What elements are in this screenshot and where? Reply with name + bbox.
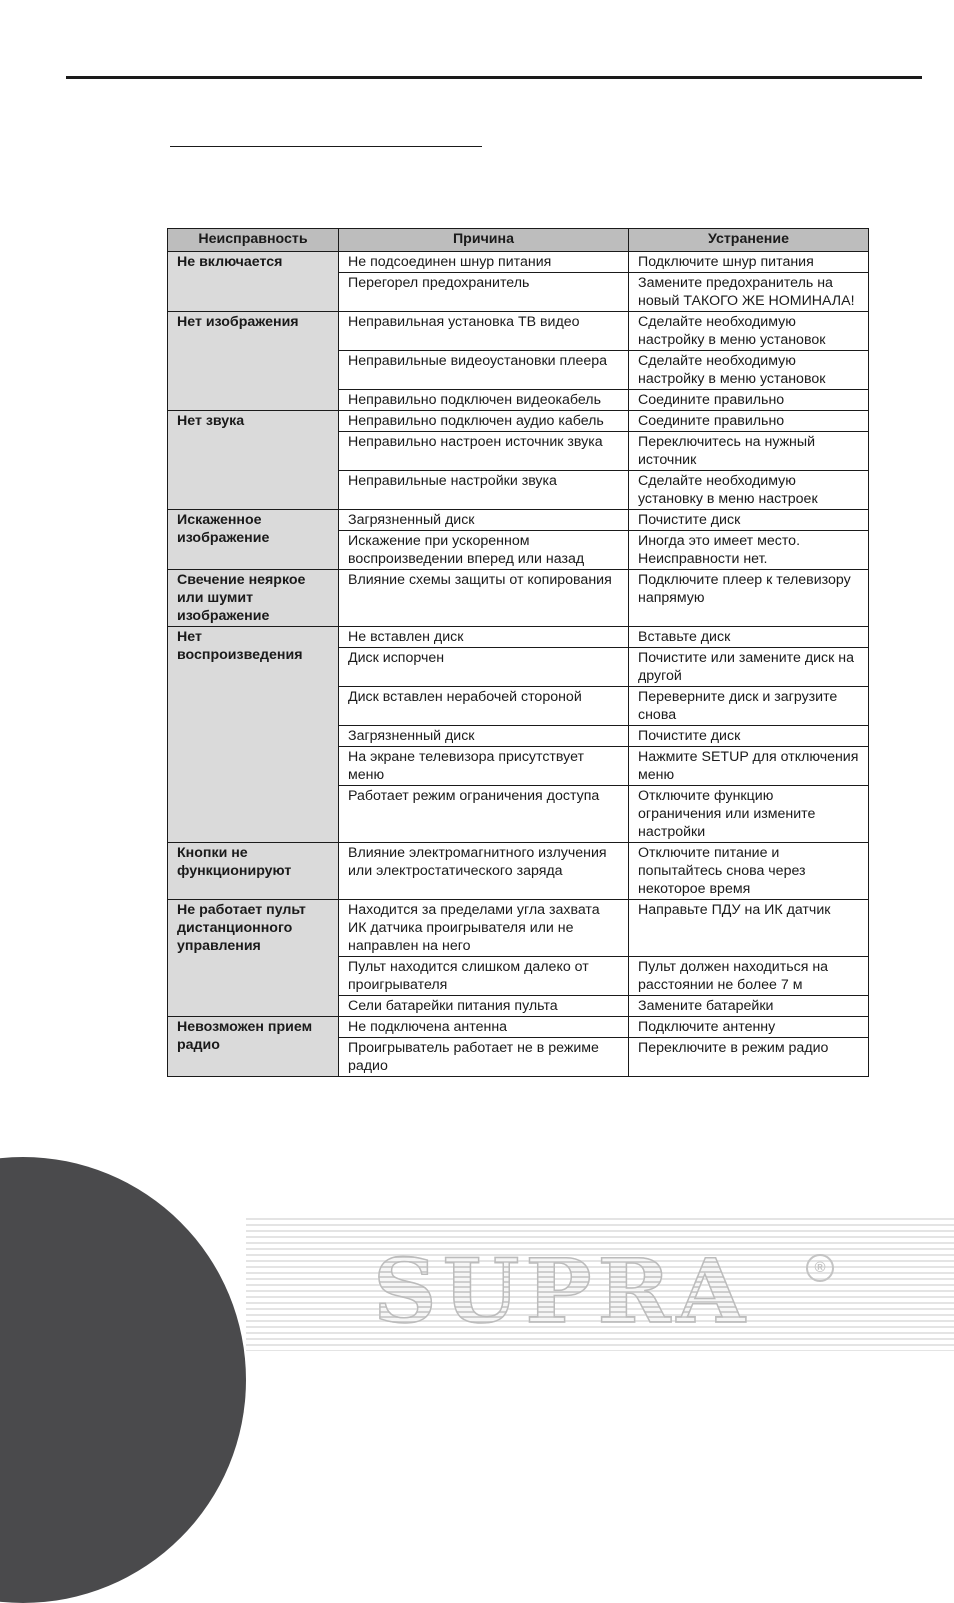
cause-cell: Не подключена антенна [339,1017,629,1038]
cause-cell: Неправильно настроен источник звука [339,432,629,471]
cause-cell: Работает режим ограничения доступа [339,786,629,843]
fault-cell: Нет изображения [168,312,339,411]
fault-cell: Не включается [168,252,339,312]
fix-cell: Подключите плеер к телевизору напрямую [629,570,869,627]
fault-cell: Невозможен прием радио [168,1017,339,1077]
fix-cell: Почистите диск [629,510,869,531]
brand-logo: SUPRA [302,1246,822,1336]
fix-cell: Отключите функцию ограничения или измените настройки [629,786,869,843]
fix-cell: Почистите диск [629,726,869,747]
cause-cell: Диск вставлен нерабочей стороной [339,687,629,726]
table-header-row [168,229,869,252]
fix-cell: Иногда это имеет место. Неисправности нет. [629,531,869,570]
fault-cell: Кнопки не функционируют [168,843,339,900]
fix-cell: Пульт должен находиться на расстоянии не более 7 м [629,957,869,996]
fix-cell: Переверните диск и загрузите снова [629,687,869,726]
fix-cell: Отключите питание и попытайтесь снова через некоторое время [629,843,869,900]
fix-cell: Переключитесь на нужный источник [629,432,869,471]
cause-cell: Проигрыватель работает не в режиме радио [339,1038,629,1077]
table-row [168,312,869,351]
table-row [168,252,869,273]
fix-cell: Соедините правильно [629,411,869,432]
cause-cell: Неправильно подключен аудио кабель [339,411,629,432]
fix-cell: Подключите шнур питания [629,252,869,273]
corner-decoration [0,1157,246,1603]
top-rule-accent [66,77,282,78]
header-cause: Причина [339,229,629,252]
cause-cell: Не подсоединен шнур питания [339,252,629,273]
table-row [168,570,869,627]
table-row [168,900,869,957]
fix-cell: Соедините правильно [629,390,869,411]
cause-cell: Не вставлен диск [339,627,629,648]
cause-cell: Загрязненный диск [339,510,629,531]
fault-cell: Не работает пульт дистанционного управления [168,900,339,1017]
cause-cell: Неправильная установка ТВ видео [339,312,629,351]
fix-cell: Сделайте необходимую установку в меню настроек [629,471,869,510]
cause-cell: Влияние схемы защиты от копирования [339,570,629,627]
fix-cell: Переключите в режим радио [629,1038,869,1077]
table-row [168,843,869,900]
table-row [168,627,869,648]
cause-cell: Находится за пределами угла захвата ИК датчика проигрывателя или не направлен на него [339,900,629,957]
cause-cell: Пульт находится слишком далеко от проигрывателя [339,957,629,996]
fix-cell: Нажмите SETUP для отключения меню [629,747,869,786]
troubleshooting-table [167,228,869,1077]
table-row [168,1017,869,1038]
fix-cell: Сделайте необходимую настройку в меню установок [629,312,869,351]
cause-cell: На экране телевизора присутствует меню [339,747,629,786]
fix-cell: Сделайте необходимую настройку в меню установок [629,351,869,390]
cause-cell: Сели батарейки питания пульта [339,996,629,1017]
cause-cell: Загрязненный диск [339,726,629,747]
table-row [168,411,869,432]
fault-cell: Нет звука [168,411,339,510]
fault-cell: Искаженное изображение [168,510,339,570]
fault-cell: Нет воспроизведения [168,627,339,843]
fix-cell: Подключите антенну [629,1017,869,1038]
cause-cell: Неправильные настройки звука [339,471,629,510]
header-fault: Неисправность [168,229,339,252]
fix-cell: Направьте ПДУ на ИК датчик [629,900,869,957]
registered-mark-icon: ® [806,1254,834,1282]
table-row [168,510,869,531]
fault-cell: Свечение неяркое или шумит изображение [168,570,339,627]
fix-cell: Замените батарейки [629,996,869,1017]
section-title-underline [170,146,482,147]
cause-cell: Неправильные видеоустановки плеера [339,351,629,390]
cause-cell: Влияние электромагнитного излучения или электростатического заряда [339,843,629,900]
cause-cell: Искажение при ускоренном воспроизведении вперед или назад [339,531,629,570]
fix-cell: Почистите или замените диск на другой [629,648,869,687]
fix-cell: Вставьте диск [629,627,869,648]
cause-cell: Перегорел предохранитель [339,273,629,312]
header-fix: Устранение [629,229,869,252]
cause-cell: Диск испорчен [339,648,629,687]
cause-cell: Неправильно подключен видеокабель [339,390,629,411]
fix-cell: Замените предохранитель на новый ТАКОГО ЖЕ НОМИНАЛА! [629,273,869,312]
